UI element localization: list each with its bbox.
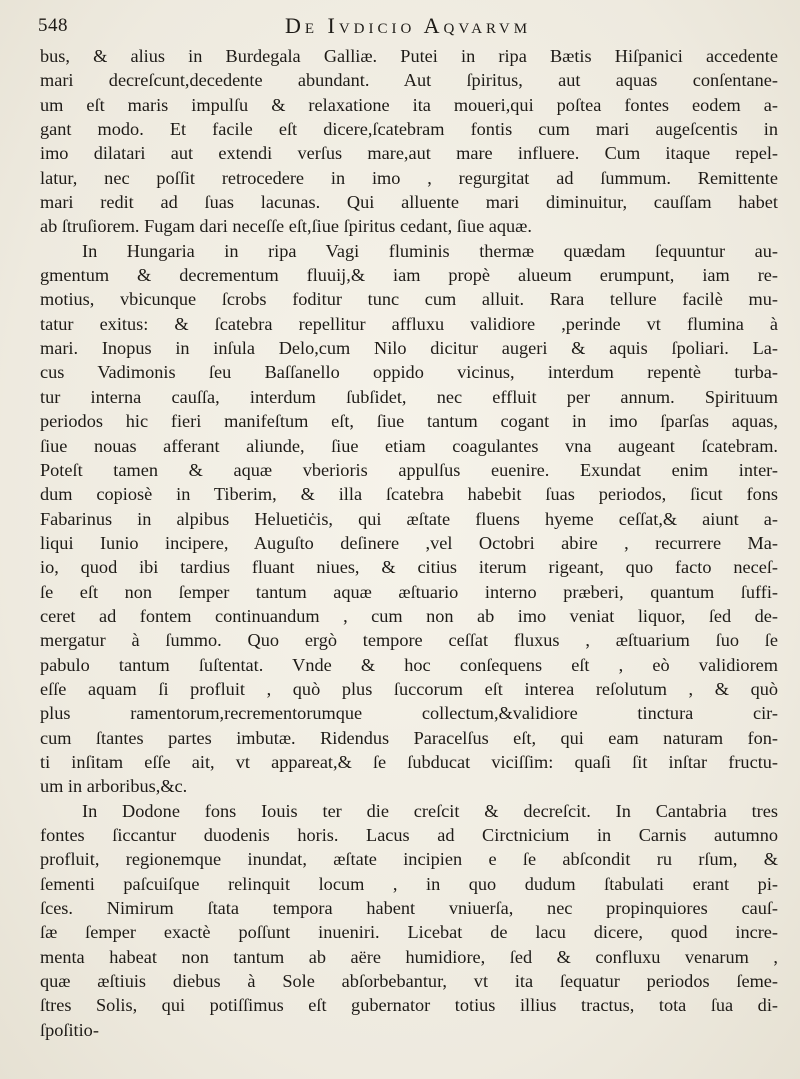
body-text — [40, 44, 778, 1042]
text-line: In Dodone fons Iouis ter die creſcit & decreſcit. In Cantabria tres — [82, 800, 778, 821]
text-line: ſiue nouas afferant aliunde, ſiue etiam coagulantes vna augeant ſcatebram. — [40, 435, 778, 456]
text-line: eſſe aquam ſi profluit , quò plus ſuccorum eſt interea reſolutum , & quò — [40, 678, 778, 699]
text-line: cus Vadimonis ſeu Baſſanello oppido vicinus, interdum repentè turba- — [40, 362, 778, 383]
text-line: io, quod ibi tardius fluant niues, & citius iterum rigeant, quo facto neceſ- — [40, 557, 778, 578]
text-line: ceret ad fontem continuandum , cum non ab imo veniat liquor, ſed de- — [40, 605, 778, 626]
text-line: ſæ ſemper exactè poſſunt inueniri. Licebat de lacu dicere, quod incre- — [40, 922, 778, 943]
text-line: mari. Inopus in inſula Delo,cum Nilo dicitur augeri & aquis ſpoliari. La- — [40, 338, 778, 359]
text-line: motius, vbicunque ſcrobs foditur tunc cum alluit. Rara tellure facilè mu- — [40, 289, 778, 310]
text-line: menta habeat non tantum ab aëre humidiore, ſed & confluxu venarum , — [40, 946, 778, 967]
page-number: 548 — [38, 15, 68, 36]
text-line: ſpoſitio- — [40, 1019, 99, 1040]
paragraph — [40, 44, 778, 239]
text-line: ſtres Solis, qui potiſſimus eſt gubernator totius illius tractus, tota ſua di- — [40, 995, 778, 1016]
text-line: pabulo tantum ſuſtentat. Vnde & hoc conſequens eſt , eò validiorem — [40, 654, 778, 675]
text-line: mari decreſcunt,decedente abundant. Aut ſpiritus, aut aquas conſentane- — [40, 70, 778, 91]
text-line: latur, nec poſſit retrocedere in imo , regurgitat ad ſummum. Remittente — [40, 167, 778, 188]
text-line: Poteſt tamen & aquæ vberioris appulſus euenire. Exundat enim inter- — [40, 459, 778, 480]
text-line: tatur exitus: & ſcatebra repellitur affluxu validiore ,perinde vt flumina à — [40, 313, 778, 334]
page-header — [38, 11, 778, 41]
text-line: ſe eſt non ſemper tantum aquæ æſtuario interno præberi, quantum ſuffi- — [40, 581, 778, 602]
text-line: ab ſtruſiorem. Fugam dari neceſſe eſt,ſiue ſpiritus cedant, ſiue aquæ. — [40, 216, 532, 237]
paragraph — [40, 799, 778, 1042]
text-line: periodos hic fieri manifeſtum eſt, ſiue tantum cogant in imo ſparſas aquas, — [40, 411, 778, 432]
text-line: quæ æſtiuis diebus à Sole abſorbebantur, vt ita ſequatur periodos ſeme- — [40, 971, 778, 992]
text-line: fontes ſiccantur duodenis horis. Lacus ad Circtnicium in Carnis autumno — [40, 825, 778, 845]
text-line: plus ramentorum,recrementorumque collectum,&validiore tinctura cir- — [40, 703, 778, 724]
running-head: De Ivdicio Aqvarvm — [284, 13, 532, 38]
text-line: um eſt maris impulſu & relaxatione ita moueri,qui poſtea fontes eodem a- — [40, 94, 778, 115]
text-line: ſces. Nimirum ſtata tempora habent vniuerſa, nec propinquiores cauſ- — [40, 898, 778, 919]
text-line: tur interna cauſſa, interdum ſubſidet, nec effluit per annum. Spirituum — [40, 386, 778, 407]
text-line: um in arboribus,&c. — [40, 776, 188, 797]
text-line: bus, & alius in Burdegala Galliæ. Putei in ripa Bætis Hiſpanici accedente — [40, 46, 778, 66]
text-line: cum ſtantes partes imbutæ. Ridendus Paracelſus eſt, qui eam naturam fon- — [40, 727, 778, 748]
text-line: ſementi paſcuiſque relinquit locum , in quo dudum ſtabulati erant pi- — [40, 873, 778, 894]
text-line: gant modo. Et facile eſt dicere,ſcatebram fontis cum mari augeſcentis in — [40, 119, 778, 140]
text-line: ti inſitam eſſe ait, vt appareat,& ſe ſubducat viciſſim: quaſi ſit inſtar fructu- — [40, 751, 778, 772]
text-line: gmentum & decrementum fluuij,& iam propè alueum erumpunt, iam re- — [40, 265, 778, 286]
paragraph — [40, 239, 778, 799]
text-line: dum copiosè in Tiberim, & illa ſcatebra habebit ſuas periodos, ſicut fons — [40, 484, 778, 505]
text-line: liqui Iunio incipere, Auguſto deſinere ,vel Octobri abire , recurrere Ma- — [40, 532, 778, 553]
text-line: mari redit ad ſuas lacunas. Qui alluente mari diminuitur, cauſſam habet — [40, 192, 778, 213]
text-line: imo dilatari aut extendi verſus mare,aut mare influere. Cum itaque repel- — [40, 143, 778, 164]
text-line: Fabarinus in alpibus Heluetiċis, qui æſtate fluens hyeme ceſſat,& aiunt a- — [40, 508, 778, 529]
text-line: profluit, regionemque inundat, æſtate incipien e ſe abſcondit ru rſum, & — [40, 849, 778, 870]
text-line: mergatur à ſummo. Quo ergò tempore ceſſat fluxus , æſtuarium ſuo ſe — [40, 630, 778, 651]
text-line: In Hungaria in ripa Vagi fluminis thermæ quædam ſequuntur au- — [82, 240, 778, 261]
